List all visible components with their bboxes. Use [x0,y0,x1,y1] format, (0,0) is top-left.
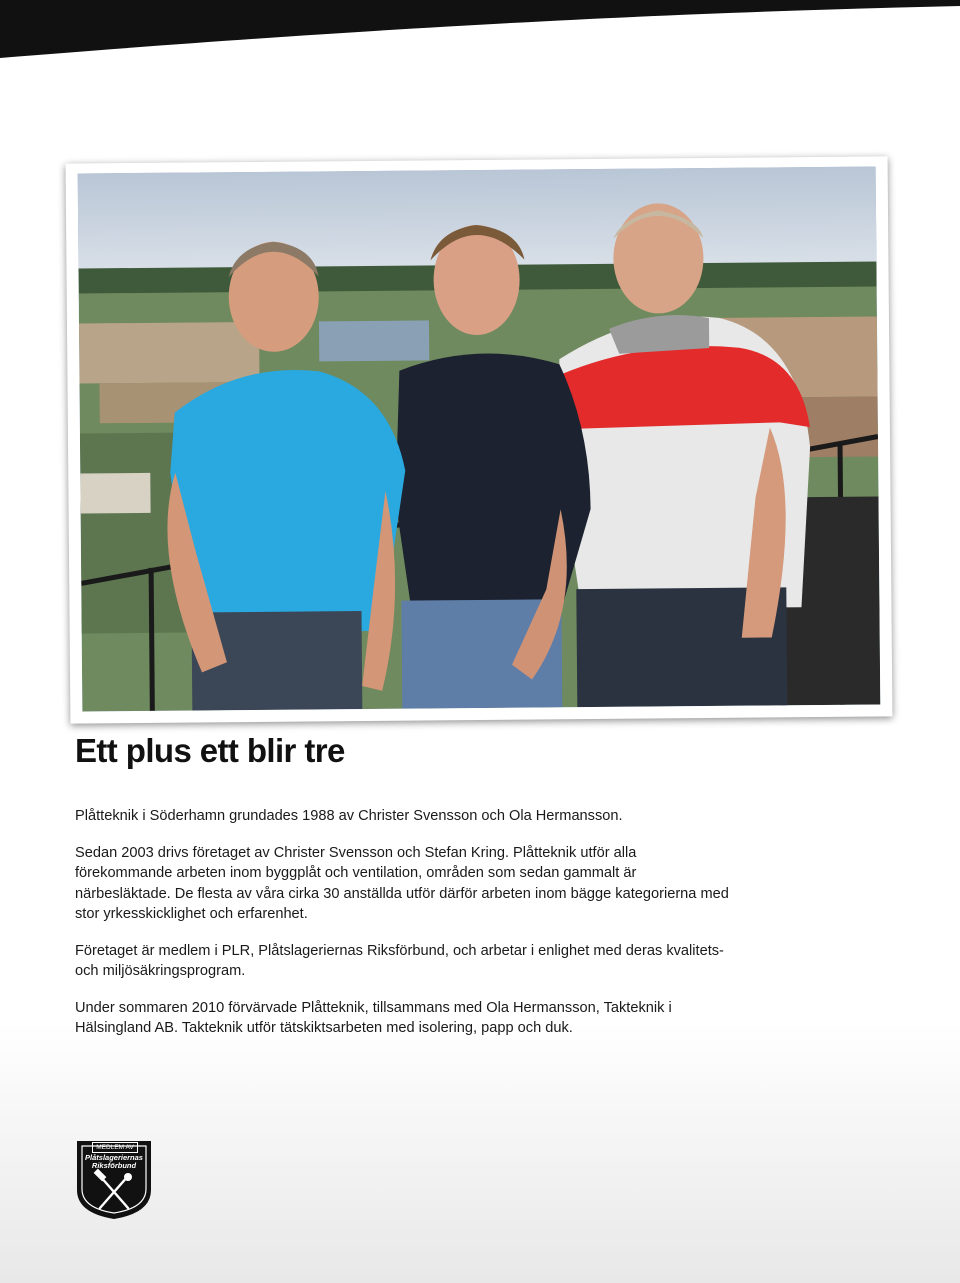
body-text [75,806,735,1055]
page-title: Ett plus ett blir tre [75,732,345,769]
paragraph-operations: Sedan 2003 drivs företaget av Christer Svensson och Stefan Kring. Plåtteknik utför alla förekommande arbeten inom byggplåt och ventilation, områden som sedan gammalt är närbesläktade. De flesta av våra cirka 30 anställda utför därför arbeten inom bägge kategorierna med stor yrkesskicklighet och erfarenhet. [75,844,729,922]
team-photo-illustration [78,167,881,712]
paragraph-founding: Plåtteknik i Söderhamn grundades 1988 av Christer Svensson och Ola Hermansson. [75,808,623,824]
plr-member-badge [74,1136,154,1220]
top-swoosh-decoration [0,0,960,60]
team-photo-frame [66,156,893,723]
paragraph-acquisition: Under sommaren 2010 förvärvade Plåtteknik, tillsammans med Ola Hermansson, Takteknik i Hälsingland AB. Takteknik utför tätskiktsarbeten med isolering, papp och duk. [75,999,672,1036]
badge-name-line2: Riksförbund [91,1161,137,1170]
team-photo [78,167,881,712]
paragraph-membership: Företaget är medlem i PLR, Plåtslageriernas Riksförbund, och arbetar i enlighet med deras kvalitets- och miljösäkringsprogram. [75,942,724,979]
badge-member-label: MEDLEM AV [92,1142,138,1153]
badge-name-line1: Plåtslageriernas [85,1153,143,1162]
badge-organization-name [78,1154,150,1170]
